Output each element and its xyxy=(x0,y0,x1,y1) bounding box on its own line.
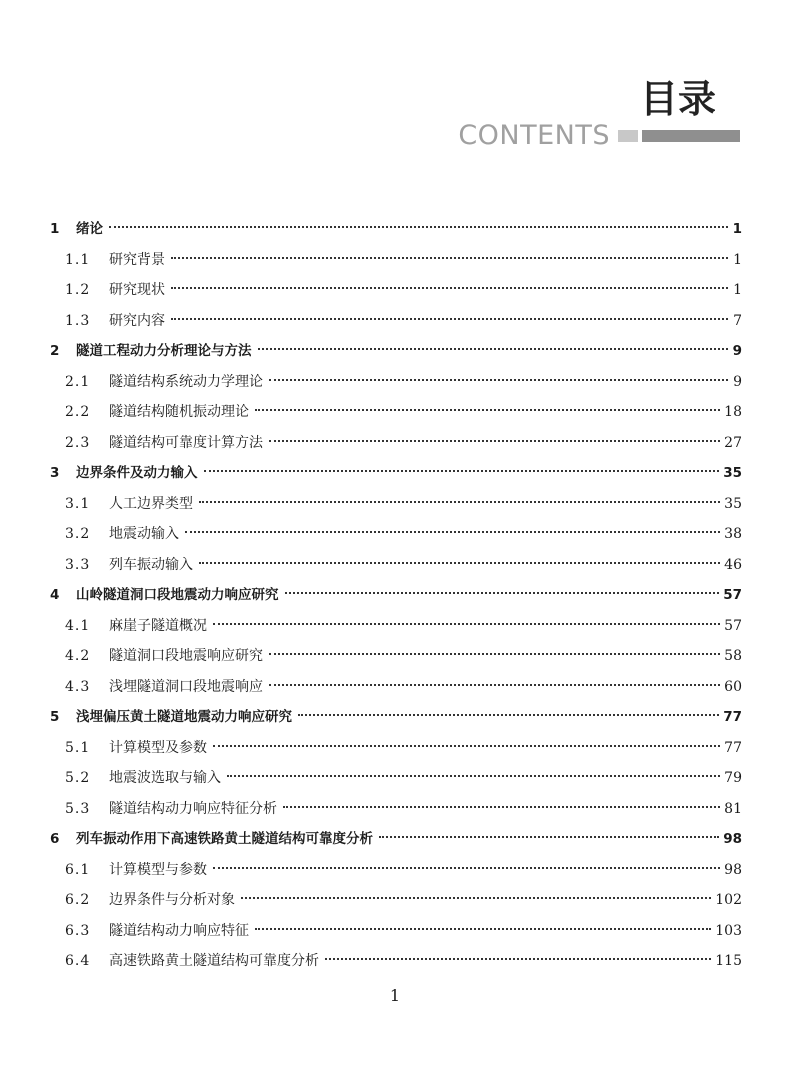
toc-entry-page: 98 xyxy=(724,861,742,878)
toc-entry-page: 98 xyxy=(723,831,742,847)
toc-entry-title: 研究现状 xyxy=(109,282,165,298)
toc-entry-page: 46 xyxy=(724,556,742,573)
toc-entry-title: 绪论 xyxy=(76,221,103,237)
toc-section-entry[interactable] xyxy=(50,885,742,916)
toc-chapter-entry[interactable] xyxy=(50,214,742,245)
toc-entry-title: 隧道结构可靠度计算方法 xyxy=(109,434,263,451)
toc-section-entry[interactable] xyxy=(50,275,742,306)
toc-entry-title: 计算模型与参数 xyxy=(109,861,207,878)
toc-section-entry[interactable] xyxy=(50,611,742,642)
toc-section-entry[interactable] xyxy=(50,641,742,672)
decorative-bar xyxy=(618,130,740,142)
toc-entry-number: 4.1 xyxy=(65,617,91,634)
toc-entry-number: 4.3 xyxy=(65,678,91,695)
toc-entry-number: 1.1 xyxy=(65,251,91,268)
toc-dot-leader xyxy=(199,501,720,503)
toc-entry-page: 9 xyxy=(733,373,742,390)
toc-entry-number: 3.1 xyxy=(65,495,91,512)
toc-section-entry[interactable] xyxy=(50,306,742,337)
toc-entry-number: 2.3 xyxy=(65,434,91,451)
toc-dot-leader xyxy=(109,226,728,228)
toc-entry-number: 6.4 xyxy=(65,953,91,969)
toc-chapter-entry[interactable] xyxy=(50,580,742,611)
toc-entry-number: 5.3 xyxy=(65,800,91,817)
toc-entry-page: 81 xyxy=(724,800,742,817)
toc-entry-title: 列车振动输入 xyxy=(109,556,193,573)
toc-entry-page: 79 xyxy=(724,770,742,786)
toc-entry-title: 边界条件与分析对象 xyxy=(109,892,235,908)
toc-dot-leader xyxy=(227,775,720,777)
toc-chapter-entry[interactable] xyxy=(50,702,742,733)
toc-chapter-entry[interactable] xyxy=(50,458,742,489)
toc-entry-title: 隧道结构随机振动理论 xyxy=(109,404,249,420)
toc-entry-page: 7 xyxy=(733,312,742,329)
toc-entry-page: 57 xyxy=(723,587,742,603)
footer-page-number: 1 xyxy=(389,986,401,1005)
toc-entry-page: 77 xyxy=(723,709,742,725)
page-title: 目录 xyxy=(639,77,716,121)
toc-entry-title: 计算模型及参数 xyxy=(109,739,207,756)
toc-entry-number: 2.1 xyxy=(65,373,91,390)
toc-dot-leader xyxy=(185,531,720,533)
toc-entry-title: 地震波选取与输入 xyxy=(109,770,221,786)
toc-dot-leader xyxy=(171,318,728,320)
toc-entry-number: 6.1 xyxy=(65,861,91,878)
toc-section-entry[interactable] xyxy=(50,672,742,703)
toc-entry-number: 3 xyxy=(50,465,60,481)
toc-entry-number: 2.2 xyxy=(65,404,91,420)
toc-entry-number: 5.1 xyxy=(65,739,91,756)
toc-entry-title: 研究背景 xyxy=(109,251,165,268)
toc-entry-title: 研究内容 xyxy=(109,312,165,329)
toc-entry-number: 2 xyxy=(50,343,60,359)
toc-entry-number: 5 xyxy=(50,709,60,725)
toc-entry-page: 58 xyxy=(724,648,742,664)
toc-entry-title: 山岭隧道洞口段地震动力响应研究 xyxy=(76,587,279,603)
toc-dot-leader xyxy=(255,928,711,930)
toc-entry-title: 隧道结构动力响应特征分析 xyxy=(109,800,277,817)
subtitle-row xyxy=(458,122,740,149)
toc-section-entry[interactable] xyxy=(50,794,742,825)
toc-entry-page: 18 xyxy=(724,404,742,420)
toc-entry-page: 102 xyxy=(715,892,742,908)
page-subtitle: CONTENTS xyxy=(458,120,610,151)
toc-entry-number: 3.2 xyxy=(65,526,91,542)
toc-entry-number: 6.2 xyxy=(65,892,91,908)
toc-dot-leader xyxy=(213,745,720,747)
toc-entry-page: 38 xyxy=(724,526,742,542)
toc-dot-leader xyxy=(283,806,720,808)
toc-entry-title: 高速铁路黄土隧道结构可靠度分析 xyxy=(109,953,319,969)
toc-entry-title: 隧道结构动力响应特征 xyxy=(109,922,249,939)
toc-entry-page: 27 xyxy=(724,434,742,451)
toc-section-entry[interactable] xyxy=(50,519,742,550)
toc-dot-leader xyxy=(171,287,728,289)
toc-section-entry[interactable] xyxy=(50,245,742,276)
toc-entry-title: 地震动输入 xyxy=(109,526,179,542)
toc-entry-title: 人工边界类型 xyxy=(109,495,193,512)
toc-entry-title: 隧道结构系统动力学理论 xyxy=(109,373,263,390)
toc-dot-leader xyxy=(204,470,720,472)
toc-section-entry[interactable] xyxy=(50,763,742,794)
toc-entry-number: 5.2 xyxy=(65,770,91,786)
toc-entry-number: 6.3 xyxy=(65,922,91,939)
toc-chapter-entry[interactable] xyxy=(50,824,742,855)
toc-entry-page: 115 xyxy=(715,953,742,969)
toc-entry-title: 列车振动作用下高速铁路黄土隧道结构可靠度分析 xyxy=(76,831,373,847)
toc-entry-title: 浅埋偏压黄土隧道地震动力响应研究 xyxy=(76,709,292,725)
toc-entry-page: 77 xyxy=(724,739,742,756)
toc-chapter-entry[interactable] xyxy=(50,336,742,367)
toc-section-entry[interactable] xyxy=(50,733,742,764)
toc-dot-leader xyxy=(325,958,711,960)
toc-dot-leader xyxy=(171,257,728,259)
toc-section-entry[interactable] xyxy=(50,489,742,520)
toc-entry-page: 35 xyxy=(724,495,742,512)
toc-entry-title: 麻崖子隧道概况 xyxy=(109,617,207,634)
toc-entry-page: 1 xyxy=(733,251,742,268)
toc-dot-leader xyxy=(269,684,720,686)
toc-entry-page: 60 xyxy=(724,678,742,695)
toc-dot-leader xyxy=(213,623,720,625)
toc-section-entry[interactable] xyxy=(50,855,742,886)
toc-section-entry[interactable] xyxy=(50,367,742,398)
toc-dot-leader xyxy=(379,836,719,838)
toc-section-entry[interactable] xyxy=(50,916,742,947)
toc-section-entry[interactable] xyxy=(50,550,742,581)
table-of-contents xyxy=(50,214,742,977)
toc-entry-page: 1 xyxy=(732,221,742,237)
toc-entry-title: 隧道洞口段地震响应研究 xyxy=(109,648,263,664)
toc-dot-leader xyxy=(255,409,720,411)
toc-section-entry[interactable] xyxy=(50,397,742,428)
toc-dot-leader xyxy=(269,379,728,381)
toc-dot-leader xyxy=(269,653,720,655)
toc-entry-number: 1.2 xyxy=(65,282,91,298)
toc-dot-leader xyxy=(285,592,720,594)
toc-dot-leader xyxy=(298,714,719,716)
toc-section-entry[interactable] xyxy=(50,428,742,459)
toc-entry-title: 隧道工程动力分析理论与方法 xyxy=(76,343,252,359)
toc-entry-page: 103 xyxy=(715,922,742,939)
toc-entry-number: 1 xyxy=(50,221,60,237)
toc-dot-leader xyxy=(269,440,720,442)
toc-dot-leader xyxy=(241,897,711,899)
toc-entry-title: 边界条件及动力输入 xyxy=(76,465,198,481)
toc-entry-page: 1 xyxy=(733,282,742,298)
toc-entry-page: 57 xyxy=(724,617,742,634)
toc-entry-page: 9 xyxy=(732,343,742,359)
toc-entry-number: 1.3 xyxy=(65,312,91,329)
toc-entry-number: 3.3 xyxy=(65,556,91,573)
toc-entry-number: 6 xyxy=(50,831,60,847)
toc-dot-leader xyxy=(258,348,729,350)
toc-entry-number: 4.2 xyxy=(65,648,91,664)
toc-dot-leader xyxy=(213,867,720,869)
toc-entry-title: 浅埋隧道洞口段地震响应 xyxy=(109,678,263,695)
toc-section-entry[interactable] xyxy=(50,946,742,977)
toc-dot-leader xyxy=(199,562,720,564)
toc-entry-page: 35 xyxy=(723,465,742,481)
toc-entry-number: 4 xyxy=(50,587,60,603)
